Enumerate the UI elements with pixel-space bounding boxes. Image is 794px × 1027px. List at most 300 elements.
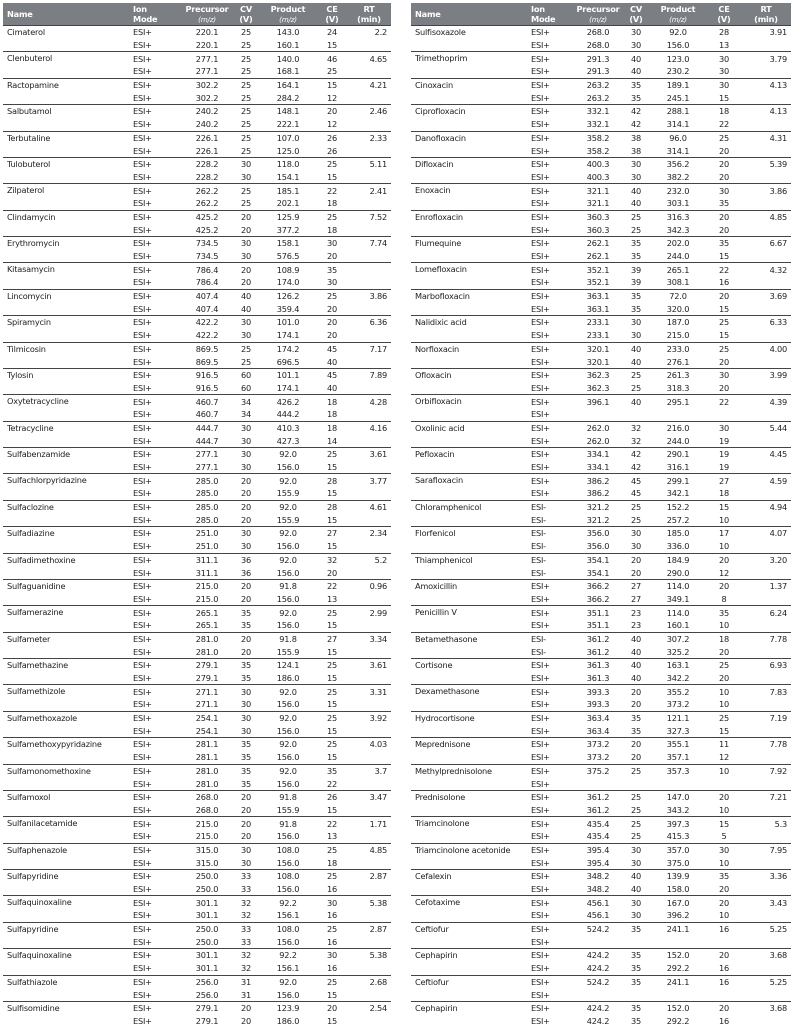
precursor-cell: 400.3 bbox=[573, 157, 623, 170]
ce-cell: 18 bbox=[317, 395, 347, 408]
cv-cell: 35 bbox=[233, 738, 259, 751]
table-row bbox=[3, 237, 391, 250]
precursor-cell: 262.0 bbox=[573, 421, 623, 434]
table-row bbox=[3, 289, 391, 302]
precursor-cell: 268.0 bbox=[573, 26, 623, 39]
product-cell: 156.1 bbox=[259, 962, 317, 975]
compound-name: Sulfamethizole bbox=[3, 685, 131, 711]
compound-name: Lomefloxacin bbox=[411, 263, 529, 289]
ion-mode-cell: ESI+ bbox=[529, 579, 573, 592]
ion-mode-cell: ESI+ bbox=[529, 52, 573, 65]
ce-cell: 16 bbox=[707, 975, 741, 988]
ion-mode-cell: ESI+ bbox=[131, 540, 181, 553]
ce-cell: 15 bbox=[317, 645, 347, 658]
header-ion-mode: Ion Mode bbox=[529, 3, 573, 26]
rt-cell-empty bbox=[741, 962, 791, 975]
ion-mode-cell: ESI+ bbox=[529, 672, 573, 685]
cv-cell: 40 bbox=[623, 672, 649, 685]
ce-cell: 25 bbox=[317, 289, 347, 302]
precursor-cell: 407.4 bbox=[181, 289, 233, 302]
precursor-cell: 302.2 bbox=[181, 91, 233, 104]
precursor-cell: 226.1 bbox=[181, 131, 233, 144]
precursor-cell: 215.0 bbox=[181, 593, 233, 606]
compound-name: Cinoxacin bbox=[411, 78, 529, 104]
ce-cell: 25 bbox=[317, 157, 347, 170]
rt-cell-empty bbox=[741, 724, 791, 737]
rt-cell: 3.99 bbox=[741, 368, 791, 381]
ion-mode-cell: ESI+ bbox=[529, 448, 573, 461]
cv-cell: 25 bbox=[233, 78, 259, 91]
product-cell: 156.0 bbox=[649, 39, 707, 52]
product-cell: 184.9 bbox=[649, 553, 707, 566]
ce-cell: 20 bbox=[317, 1001, 347, 1014]
compound-name: Tylosin bbox=[3, 368, 131, 394]
table-row bbox=[3, 553, 391, 566]
compound-name: Florfenicol bbox=[411, 527, 529, 553]
precursor-cell: 916.5 bbox=[181, 382, 233, 395]
cv-cell: 31 bbox=[233, 975, 259, 988]
product-cell: 357.3 bbox=[649, 764, 707, 777]
ce-cell: 10 bbox=[707, 909, 741, 922]
table-row bbox=[411, 843, 791, 856]
rt-cell-empty bbox=[347, 302, 391, 315]
cv-cell: 35 bbox=[623, 724, 649, 737]
precursor-cell: 250.0 bbox=[181, 922, 233, 935]
ion-mode-cell: ESI+ bbox=[529, 276, 573, 289]
cv-cell: 30 bbox=[623, 329, 649, 342]
ion-mode-cell: ESI+ bbox=[131, 883, 181, 896]
precursor-cell: 424.2 bbox=[573, 1001, 623, 1014]
ce-cell: 10 bbox=[707, 513, 741, 526]
header-product: Product (m/z) bbox=[649, 3, 707, 26]
ce-cell: 15 bbox=[317, 988, 347, 1001]
ce-cell: 20 bbox=[707, 1001, 741, 1014]
header-cv: CV (V) bbox=[233, 3, 259, 26]
product-cell: 156.0 bbox=[259, 935, 317, 948]
ion-mode-cell: ESI+ bbox=[529, 210, 573, 223]
rt-cell: 7.17 bbox=[347, 342, 391, 355]
rt-cell-empty bbox=[347, 434, 391, 447]
cv-cell: 45 bbox=[623, 474, 649, 487]
rt-cell: 4.39 bbox=[741, 395, 791, 408]
cv-cell: 30 bbox=[233, 685, 259, 698]
product-cell: 265.1 bbox=[649, 263, 707, 276]
compound-name: Cephapirin bbox=[411, 1001, 529, 1027]
ion-mode-cell: ESI+ bbox=[131, 593, 181, 606]
ion-mode-cell: ESI+ bbox=[131, 461, 181, 474]
compound-name: Sulfamoxol bbox=[3, 790, 131, 816]
rt-cell-empty bbox=[347, 39, 391, 52]
rt-cell: 4.13 bbox=[741, 105, 791, 118]
header-precursor: Precursor (m/z) bbox=[181, 3, 233, 26]
ion-mode-cell: ESI+ bbox=[131, 276, 181, 289]
cv-cell: 20 bbox=[233, 830, 259, 843]
table-row bbox=[3, 579, 391, 592]
product-cell: 189.1 bbox=[649, 78, 707, 91]
product-cell: 163.1 bbox=[649, 659, 707, 672]
product-cell: 152.0 bbox=[649, 1001, 707, 1014]
ce-cell: 32 bbox=[317, 553, 347, 566]
product-cell: 257.2 bbox=[649, 513, 707, 526]
cv-cell bbox=[623, 935, 649, 948]
cv-cell: 30 bbox=[233, 316, 259, 329]
ion-mode-cell: ESI+ bbox=[131, 830, 181, 843]
precursor-cell: 320.1 bbox=[573, 342, 623, 355]
product-cell: 92.0 bbox=[259, 975, 317, 988]
cv-cell: 40 bbox=[623, 355, 649, 368]
precursor-cell: 354.1 bbox=[573, 566, 623, 579]
rt-cell: 3.91 bbox=[741, 26, 791, 39]
rt-cell: 7.78 bbox=[741, 632, 791, 645]
compound-name: Penicillin V bbox=[411, 606, 529, 632]
product-cell: 96.0 bbox=[649, 131, 707, 144]
precursor-cell: 233.1 bbox=[573, 329, 623, 342]
rt-cell-empty bbox=[347, 65, 391, 78]
precursor-cell: 869.5 bbox=[181, 342, 233, 355]
product-cell: 284.2 bbox=[259, 91, 317, 104]
cv-cell: 23 bbox=[623, 619, 649, 632]
rt-cell: 6.33 bbox=[741, 316, 791, 329]
compound-name: Sulfadiazine bbox=[3, 527, 131, 553]
cv-cell: 40 bbox=[623, 870, 649, 883]
product-cell: 174.1 bbox=[259, 382, 317, 395]
precursor-cell: 356.0 bbox=[573, 540, 623, 553]
rt-cell-empty bbox=[741, 197, 791, 210]
table-row bbox=[411, 210, 791, 223]
ce-cell: 19 bbox=[707, 434, 741, 447]
cv-cell: 40 bbox=[623, 883, 649, 896]
table-row bbox=[3, 368, 391, 381]
rt-cell: 2.2 bbox=[347, 26, 391, 39]
ion-mode-cell: ESI+ bbox=[131, 302, 181, 315]
rt-cell: 6.67 bbox=[741, 237, 791, 250]
ion-mode-cell: ESI+ bbox=[131, 39, 181, 52]
ion-mode-cell: ESI+ bbox=[131, 790, 181, 803]
ion-mode-cell: ESI+ bbox=[529, 65, 573, 78]
precursor-cell: 352.1 bbox=[573, 276, 623, 289]
table-row bbox=[411, 790, 791, 803]
ion-mode-cell: ESI+ bbox=[529, 250, 573, 263]
precursor-cell: 285.0 bbox=[181, 474, 233, 487]
ce-cell: 28 bbox=[317, 500, 347, 513]
cv-cell: 25 bbox=[623, 382, 649, 395]
product-cell: 108.0 bbox=[259, 870, 317, 883]
cv-cell: 25 bbox=[233, 26, 259, 39]
precursor-cell: 456.1 bbox=[573, 909, 623, 922]
product-cell: 232.0 bbox=[649, 184, 707, 197]
precursor-cell: 268.0 bbox=[573, 39, 623, 52]
compound-name: Sulfaguanidine bbox=[3, 579, 131, 605]
table-row bbox=[411, 78, 791, 91]
ion-mode-cell: ESI+ bbox=[529, 856, 573, 869]
table-row bbox=[3, 395, 391, 408]
table-row bbox=[3, 659, 391, 672]
ce-cell: 22 bbox=[317, 817, 347, 830]
ion-mode-cell: ESI+ bbox=[131, 513, 181, 526]
ce-cell: 20 bbox=[707, 883, 741, 896]
rt-cell-empty bbox=[347, 988, 391, 1001]
ion-mode-cell: ESI+ bbox=[131, 487, 181, 500]
rt-cell-empty bbox=[347, 408, 391, 421]
ce-cell: 20 bbox=[317, 250, 347, 263]
cv-cell: 42 bbox=[623, 448, 649, 461]
rt-cell-empty bbox=[741, 988, 791, 1001]
rt-cell: 3.69 bbox=[741, 289, 791, 302]
precursor-cell: 524.2 bbox=[573, 975, 623, 988]
rt-cell: 5.38 bbox=[347, 896, 391, 909]
ce-cell: 25 bbox=[317, 448, 347, 461]
precursor-cell: 240.2 bbox=[181, 105, 233, 118]
ion-mode-cell: ESI+ bbox=[131, 579, 181, 592]
product-cell: 426.2 bbox=[259, 395, 317, 408]
ce-cell: 10 bbox=[707, 619, 741, 632]
ce-cell: 17 bbox=[707, 527, 741, 540]
cv-cell: 25 bbox=[233, 355, 259, 368]
cv-cell: 35 bbox=[233, 606, 259, 619]
table-row bbox=[3, 922, 391, 935]
product-cell: 108.9 bbox=[259, 263, 317, 276]
product-cell: 320.0 bbox=[649, 302, 707, 315]
cv-cell: 36 bbox=[233, 553, 259, 566]
ce-cell: 35 bbox=[707, 197, 741, 210]
ce-cell: 27 bbox=[317, 632, 347, 645]
product-cell: 92.0 bbox=[259, 474, 317, 487]
compound-name: Zilpaterol bbox=[3, 184, 131, 210]
ce-cell: 16 bbox=[707, 276, 741, 289]
ion-mode-cell: ESI+ bbox=[131, 949, 181, 962]
compound-name: Cimaterol bbox=[3, 26, 131, 52]
product-cell: 396.2 bbox=[649, 909, 707, 922]
rt-cell: 2.34 bbox=[347, 527, 391, 540]
cv-cell: 30 bbox=[623, 896, 649, 909]
ce-cell: 15 bbox=[707, 724, 741, 737]
precursor-cell: 332.1 bbox=[573, 118, 623, 131]
rt-cell: 3.68 bbox=[741, 1001, 791, 1014]
compound-name: Marbofloxacin bbox=[411, 289, 529, 315]
product-cell: 202.1 bbox=[259, 197, 317, 210]
compound-name: Triamcinolone acetonide bbox=[411, 843, 529, 869]
ce-cell: 16 bbox=[707, 1015, 741, 1027]
rt-cell: 3.7 bbox=[347, 764, 391, 777]
precursor-cell: 444.7 bbox=[181, 421, 233, 434]
compound-name: Hydrocortisone bbox=[411, 711, 529, 737]
precursor-cell: 786.4 bbox=[181, 276, 233, 289]
compound-name: Sulfamethoxazole bbox=[3, 711, 131, 737]
rt-cell-empty bbox=[741, 408, 791, 421]
table-row bbox=[3, 184, 391, 197]
product-cell: 92.0 bbox=[259, 500, 317, 513]
precursor-cell: 363.4 bbox=[573, 724, 623, 737]
table-row bbox=[3, 790, 391, 803]
ce-cell: 18 bbox=[707, 105, 741, 118]
rt-cell-empty bbox=[347, 751, 391, 764]
rt-cell: 3.61 bbox=[347, 448, 391, 461]
ion-mode-cell: ESI+ bbox=[529, 171, 573, 184]
product-cell: 373.2 bbox=[649, 698, 707, 711]
table-row bbox=[411, 421, 791, 434]
cv-cell: 30 bbox=[233, 421, 259, 434]
cv-cell: 42 bbox=[623, 118, 649, 131]
ce-cell: 13 bbox=[317, 593, 347, 606]
product-cell: 156.0 bbox=[259, 777, 317, 790]
precursor-cell bbox=[573, 988, 623, 1001]
ion-mode-cell: ESI+ bbox=[131, 988, 181, 1001]
compound-name: Norfloxacin bbox=[411, 342, 529, 368]
precursor-cell: 334.1 bbox=[573, 461, 623, 474]
ce-cell: 22 bbox=[707, 118, 741, 131]
cv-cell bbox=[623, 777, 649, 790]
precursor-cell: 228.2 bbox=[181, 171, 233, 184]
cv-cell: 30 bbox=[623, 157, 649, 170]
ion-mode-cell: ESI+ bbox=[131, 804, 181, 817]
cv-cell: 25 bbox=[623, 790, 649, 803]
rt-cell-empty bbox=[347, 672, 391, 685]
cv-cell: 25 bbox=[233, 131, 259, 144]
compound-name: Terbutaline bbox=[3, 131, 131, 157]
cv-cell: 30 bbox=[233, 329, 259, 342]
header-precursor: Precursor (m/z) bbox=[573, 3, 623, 26]
product-cell: 202.0 bbox=[649, 237, 707, 250]
product-cell: 244.0 bbox=[649, 250, 707, 263]
product-cell: 444.2 bbox=[259, 408, 317, 421]
rt-cell-empty bbox=[741, 487, 791, 500]
ce-cell: 18 bbox=[317, 856, 347, 869]
precursor-cell: 786.4 bbox=[181, 263, 233, 276]
rt-cell-empty bbox=[741, 540, 791, 553]
ion-mode-cell: ESI+ bbox=[529, 105, 573, 118]
ce-cell: 30 bbox=[707, 368, 741, 381]
ce-cell: 27 bbox=[317, 527, 347, 540]
ce-cell: 13 bbox=[317, 830, 347, 843]
rt-cell-empty bbox=[741, 39, 791, 52]
product-cell: 92.0 bbox=[259, 764, 317, 777]
ion-mode-cell: ESI+ bbox=[529, 790, 573, 803]
cv-cell: 35 bbox=[233, 751, 259, 764]
ion-mode-cell: ESI+ bbox=[529, 263, 573, 276]
ion-mode-cell: ESI+ bbox=[131, 606, 181, 619]
cv-cell: 32 bbox=[233, 962, 259, 975]
rt-cell: 7.19 bbox=[741, 711, 791, 724]
rt-cell-empty bbox=[347, 724, 391, 737]
table-row bbox=[411, 553, 791, 566]
rt-cell-empty bbox=[741, 1015, 791, 1027]
cv-cell: 40 bbox=[623, 632, 649, 645]
compound-name: Erythromycin bbox=[3, 237, 131, 263]
product-cell: 91.8 bbox=[259, 817, 317, 830]
cv-cell: 25 bbox=[623, 368, 649, 381]
compound-name: Salbutamol bbox=[3, 105, 131, 131]
cv-cell: 30 bbox=[233, 237, 259, 250]
table-row bbox=[411, 764, 791, 777]
ion-mode-cell: ESI+ bbox=[529, 329, 573, 342]
cv-cell: 25 bbox=[623, 500, 649, 513]
precursor-cell: 279.1 bbox=[181, 672, 233, 685]
cv-cell: 35 bbox=[233, 659, 259, 672]
rt-cell-empty bbox=[347, 197, 391, 210]
rt-cell-empty bbox=[741, 619, 791, 632]
ion-mode-cell: ESI+ bbox=[131, 777, 181, 790]
cv-cell: 20 bbox=[233, 263, 259, 276]
ion-mode-cell: ESI+ bbox=[131, 171, 181, 184]
product-cell: 92.2 bbox=[259, 896, 317, 909]
rt-cell: 3.92 bbox=[347, 711, 391, 724]
ce-cell: 45 bbox=[317, 342, 347, 355]
precursor-cell: 301.1 bbox=[181, 909, 233, 922]
table-row bbox=[411, 975, 791, 988]
table-row bbox=[411, 500, 791, 513]
cv-cell: 39 bbox=[623, 276, 649, 289]
precursor-cell: 425.2 bbox=[181, 210, 233, 223]
cv-cell: 35 bbox=[233, 777, 259, 790]
cv-cell: 30 bbox=[623, 540, 649, 553]
product-cell: 164.1 bbox=[259, 78, 317, 91]
compound-name: Danofloxacin bbox=[411, 131, 529, 157]
ion-mode-cell: ESI+ bbox=[131, 434, 181, 447]
cv-cell: 20 bbox=[233, 513, 259, 526]
rt-cell: 6.93 bbox=[741, 659, 791, 672]
precursor-cell: 435.4 bbox=[573, 817, 623, 830]
precursor-cell: 361.2 bbox=[573, 632, 623, 645]
rt-cell-empty bbox=[347, 91, 391, 104]
cv-cell: 33 bbox=[233, 870, 259, 883]
ion-mode-cell: ESI+ bbox=[131, 250, 181, 263]
ce-cell: 20 bbox=[317, 316, 347, 329]
ion-mode-cell: ESI+ bbox=[529, 197, 573, 210]
rt-cell: 5.3 bbox=[741, 817, 791, 830]
cv-cell: 30 bbox=[623, 843, 649, 856]
product-cell: 168.1 bbox=[259, 65, 317, 78]
table-row bbox=[3, 316, 391, 329]
rt-cell: 5.25 bbox=[741, 922, 791, 935]
ce-cell bbox=[707, 935, 741, 948]
ion-mode-cell: ESI+ bbox=[131, 619, 181, 632]
cv-cell: 35 bbox=[623, 237, 649, 250]
ce-cell: 22 bbox=[707, 263, 741, 276]
table-row bbox=[3, 949, 391, 962]
table-row bbox=[3, 26, 391, 39]
ion-mode-cell: ESI+ bbox=[529, 26, 573, 39]
ion-mode-cell: ESI+ bbox=[131, 474, 181, 487]
product-cell: 125.9 bbox=[259, 210, 317, 223]
table-row bbox=[411, 949, 791, 962]
product-cell bbox=[649, 777, 707, 790]
ce-cell: 25 bbox=[707, 711, 741, 724]
ion-mode-cell: ESI+ bbox=[529, 368, 573, 381]
rt-cell-empty bbox=[741, 777, 791, 790]
precursor-cell: 386.2 bbox=[573, 487, 623, 500]
cv-cell: 30 bbox=[233, 434, 259, 447]
cv-cell: 40 bbox=[623, 645, 649, 658]
precursor-cell: 393.3 bbox=[573, 685, 623, 698]
cv-cell: 20 bbox=[233, 579, 259, 592]
cv-cell: 25 bbox=[233, 197, 259, 210]
rt-cell: 3.68 bbox=[741, 949, 791, 962]
ce-cell: 15 bbox=[707, 250, 741, 263]
rt-cell: 3.86 bbox=[741, 184, 791, 197]
cv-cell: 30 bbox=[623, 856, 649, 869]
cv-cell: 25 bbox=[623, 223, 649, 236]
product-cell: 158.0 bbox=[649, 883, 707, 896]
compound-name: Ceftiofur bbox=[411, 975, 529, 1001]
ion-mode-cell: ESI+ bbox=[529, 830, 573, 843]
ce-cell: 26 bbox=[317, 131, 347, 144]
ion-mode-cell: ESI+ bbox=[131, 922, 181, 935]
ce-cell: 25 bbox=[317, 843, 347, 856]
ion-mode-cell: ESI+ bbox=[529, 342, 573, 355]
product-cell: 359.4 bbox=[259, 302, 317, 315]
ion-mode-cell: ESI+ bbox=[131, 144, 181, 157]
product-cell: 143.0 bbox=[259, 26, 317, 39]
